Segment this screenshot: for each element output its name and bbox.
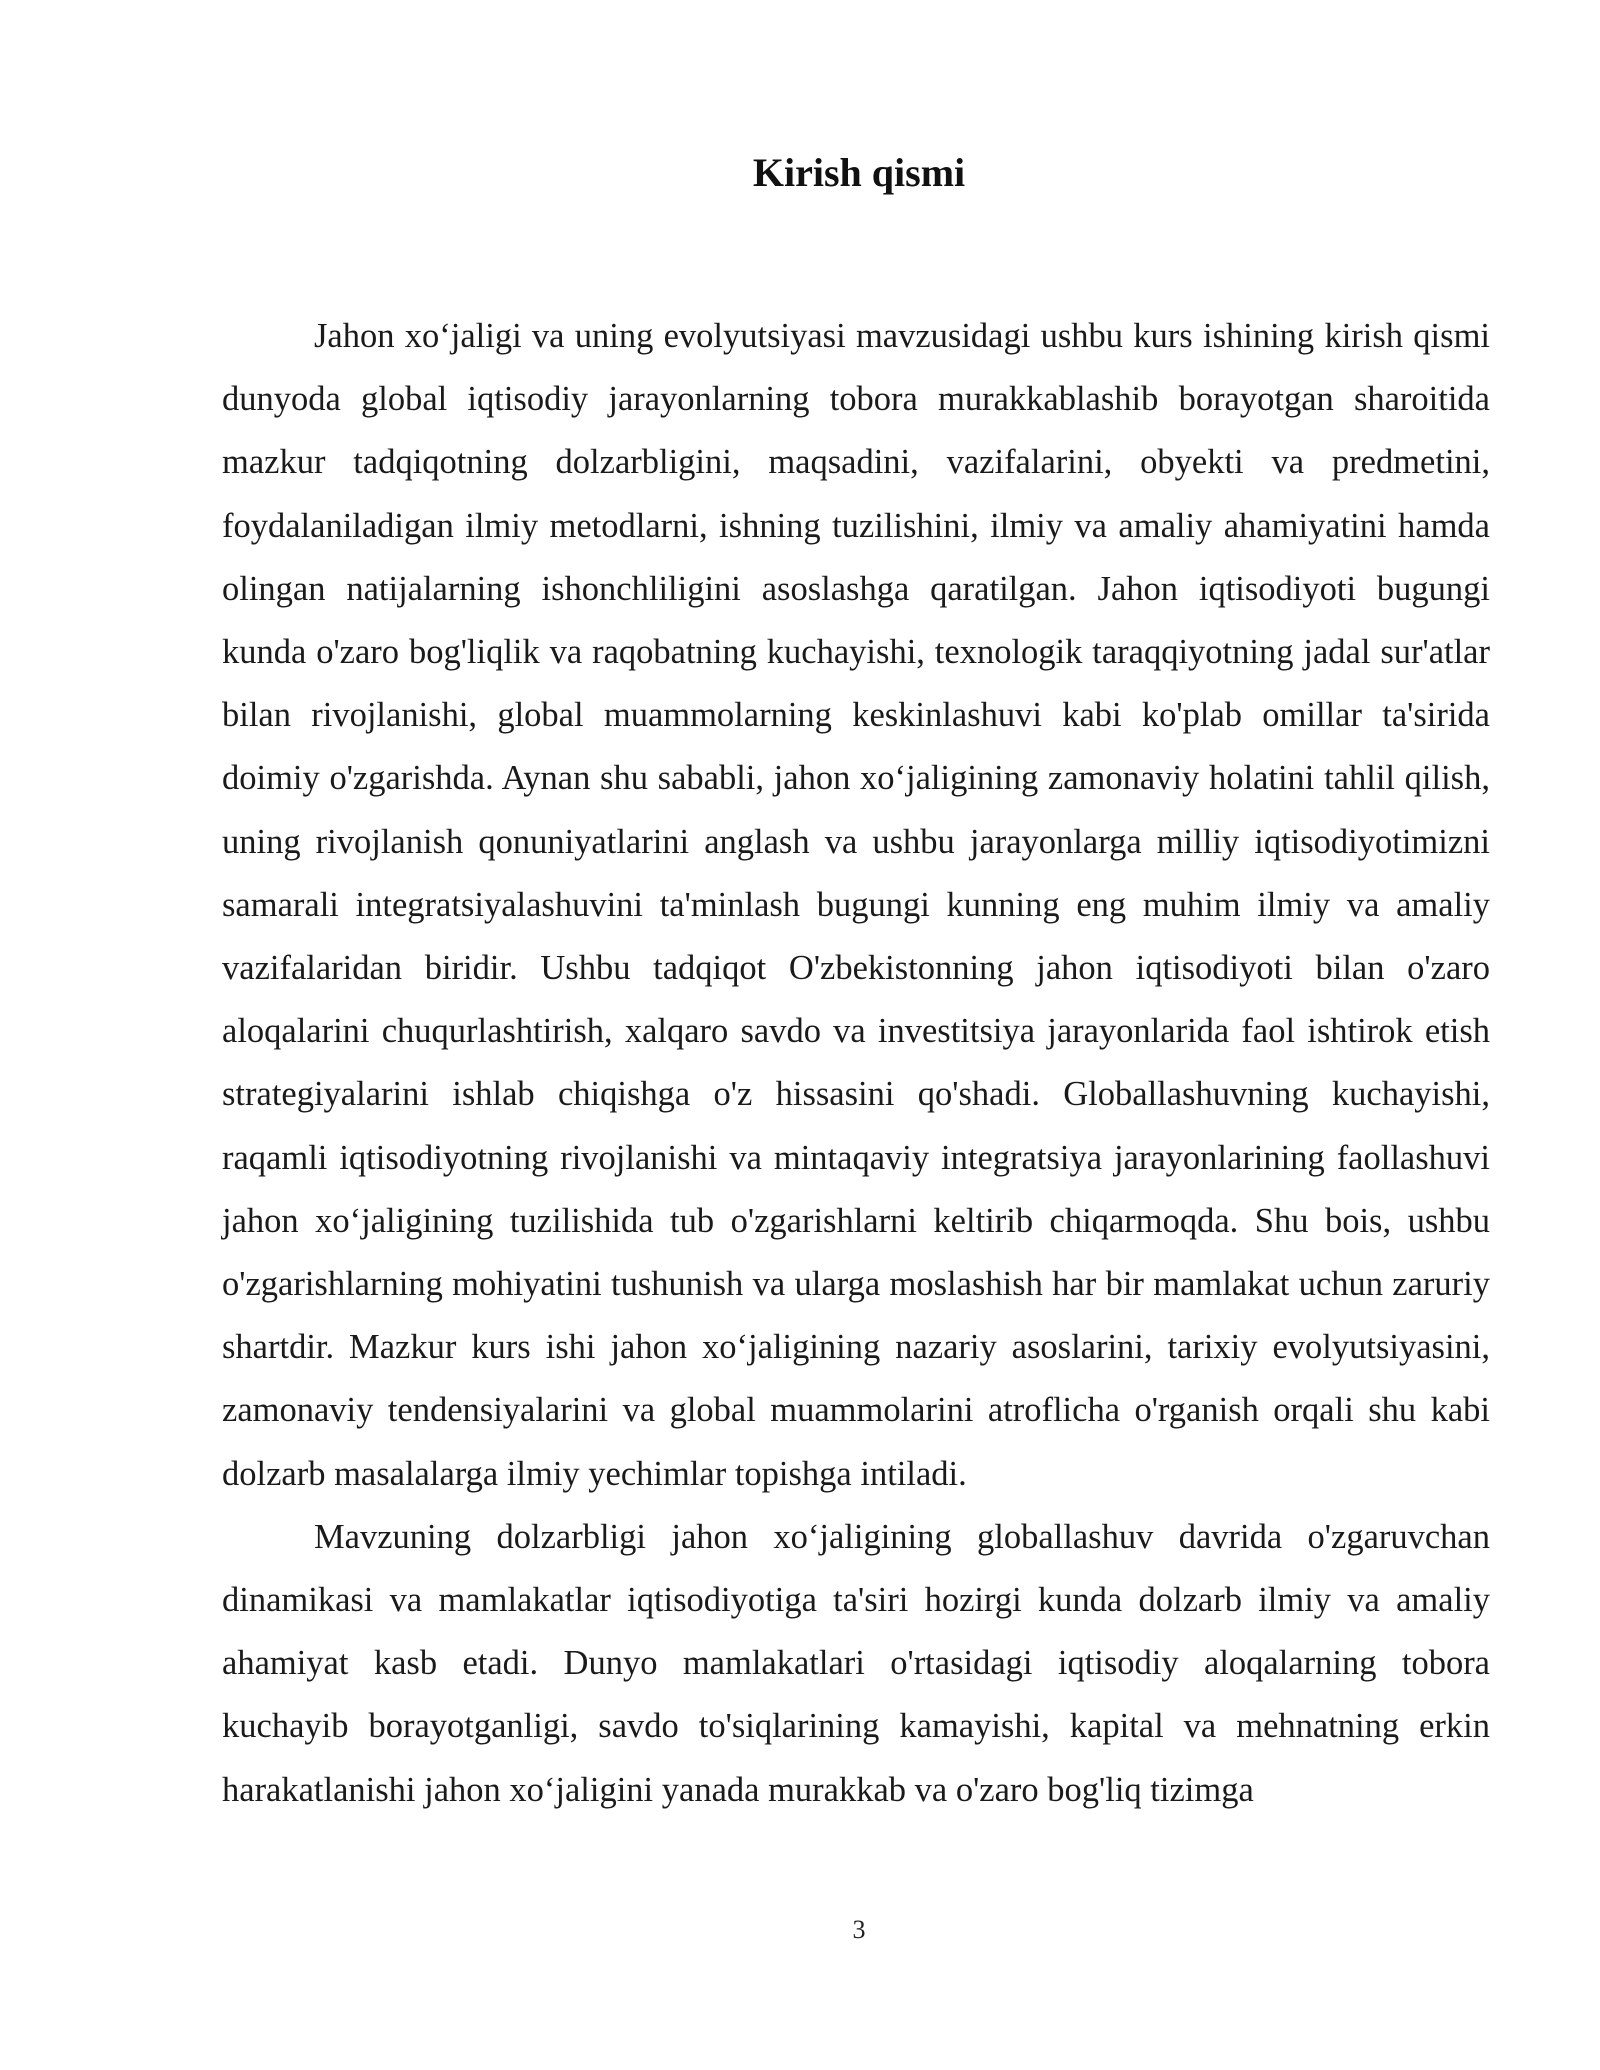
paragraph-intro: Jahon xo‘jaligi va uning evolyutsiyasi mavzusidagi ushbu kurs ishining kirish qismi dunyoda global iqtisodiy jarayonlarning tobora murakkablashib borayotgan sharoitida mazkur tadqiqotning dolzarbligini, maqsadini, vazifalarini, obyekti va predmetini, foydalaniladigan ilmiy metodlarni, ishning tuzilishini, ilmiy va amaliy ahamiyatini hamda olingan natijalarning ishonchliligini asoslashga qaratilgan. Jahon iqtisodiyoti bugungi kunda o'zaro bog'liqlik va raqobatning kuchayishi, texnologik taraqqiyotning jadal sur'atlar bilan rivojlanishi, global muammolarning keskinlashuvi kabi ko'plab omillar ta'sirida doimiy o'zgarishda. Aynan shu sababli, jahon xo‘jaligining zamonaviy holatini tahlil qilish, uning rivojlanish qonuniyatlarini anglash va ushbu jarayonlarga milliy iqtisodiyotimizni samarali integratsiyalashuvini ta'minlash bugungi kunning eng muhim ilmiy va amaliy vazifalaridan biridir. Ushbu tadqiqot O'zbekistonning jahon iqtisodiyoti bilan o'zaro aloqalarini chuqurlashtirish, xalqaro savdo va investitsiya jarayonlarida faol ishtirok etish strategiyalarini ishlab chiqishga o'z hissasini qo'shadi. Globallashuvning kuchayishi, raqamli iqtisodiyotning rivojlanishi va mintaqaviy integratsiya jarayonlarining faollashuvi jahon xo‘jaligining tuzilishida tub o'zgarishlarni keltirib chiqarmoqda. Shu bois, ushbu o'zgarishlarning mohiyatini tushunish va ularga moslashish har bir mamlakat uchun zaruriy shartdir. Mazkur kurs ishi jahon xo‘jaligining nazariy asoslarini, tarixiy evolyutsiyasini, zamonaviy tendensiyalarini va global muammolarini atroflicha o'rganish orqali shu kabi dolzarb masalalarga ilmiy yechimlar topishga intiladi. [222, 317, 1490, 1493]
page-number: 3 [852, 1915, 866, 1944]
body-text [222, 305, 1490, 1822]
paragraph-relevance: Mavzuning dolzarbligi jahon xo‘jaligining globallashuv davrida o'zgaruvchan dinamikasi va mamlakatlar iqtisodiyotiga ta'siri hozirgi kunda dolzarb ilmiy va amaliy ahamiyat kasb etadi. Dunyo mamlakatlari o'rtasidagi iqtisodiy aloqalarning tobora kuchayib borayotganligi, savdo to'siqlarining kamayishi, kapital va mehnatning erkin harakatlanishi jahon xo‘jaligini yanada murakkab va o'zaro bog'liq tizimga [222, 1517, 1490, 1809]
page-title: Kirish qismi [752, 150, 966, 195]
